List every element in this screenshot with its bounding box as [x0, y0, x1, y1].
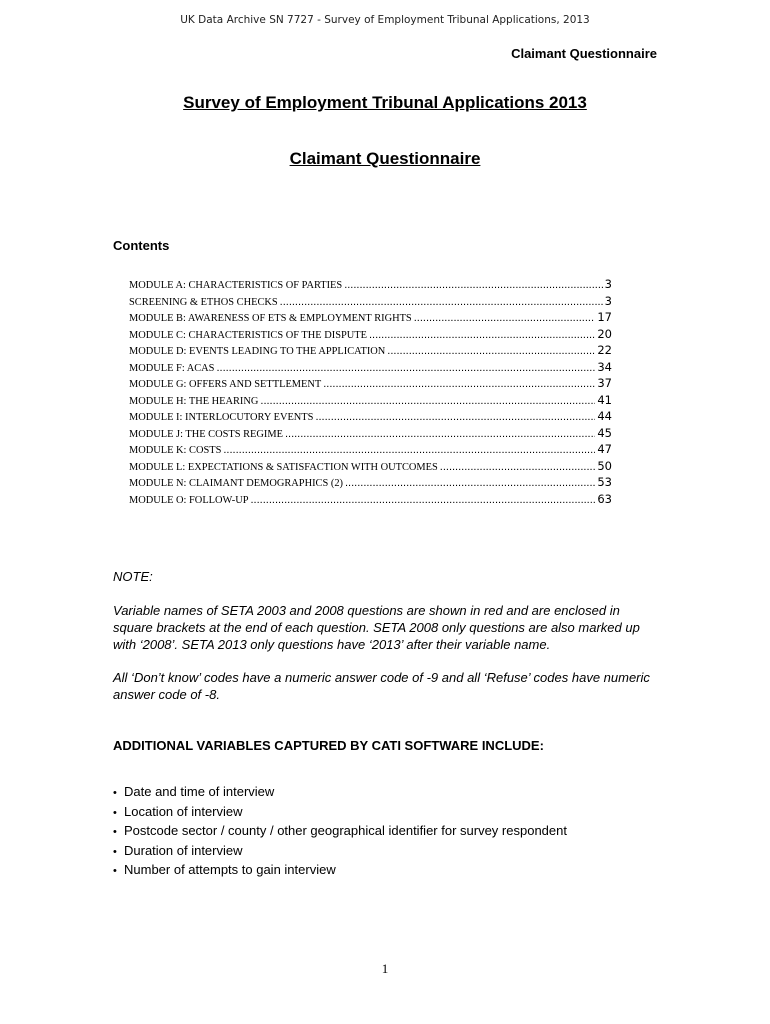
- toc-entry[interactable]: [129, 310, 612, 327]
- toc-entry-title: MODULE I: INTERLOCUTORY EVENTS: [129, 412, 314, 423]
- toc-entry-page: 47: [597, 442, 612, 456]
- toc-entry[interactable]: [129, 459, 612, 476]
- toc-entry[interactable]: [129, 327, 612, 344]
- toc-dot-leader: [323, 378, 595, 390]
- toc-dot-leader: [315, 411, 595, 423]
- note-heading: NOTE:: [113, 569, 153, 584]
- toc-entry-page: 41: [597, 392, 612, 407]
- toc-dot-leader: [369, 329, 595, 341]
- toc-entry-page: 20: [597, 326, 612, 341]
- toc-dot-leader: [285, 428, 595, 440]
- toc-entry-page: 45: [597, 425, 612, 440]
- toc-entry-title: MODULE K: COSTS: [129, 445, 222, 456]
- list-item: [113, 783, 567, 803]
- toc-entry[interactable]: [129, 343, 612, 360]
- toc-entry[interactable]: [129, 492, 612, 509]
- toc-entry-title: MODULE G: OFFERS AND SETTLEMENT: [129, 379, 322, 390]
- toc-entry-title: MODULE H: THE HEARING: [129, 395, 259, 407]
- toc-entry-page: 37: [597, 376, 612, 390]
- table-of-contents: [129, 277, 612, 508]
- archive-header: UK Data Archive SN 7727 - Survey of Employment Tribunal Applications, 2013: [180, 14, 590, 26]
- toc-entry-title: MODULE N: CLAIMANT DEMOGRAPHICS (2): [129, 478, 343, 489]
- toc-entry-title: SCREENING & ETHOS CHECKS: [129, 296, 278, 308]
- toc-entry-page: 3: [604, 293, 612, 308]
- toc-entry[interactable]: [129, 426, 612, 443]
- toc-entry[interactable]: [129, 294, 612, 311]
- toc-entry-title: MODULE J: THE COSTS REGIME: [129, 428, 283, 440]
- toc-entry-title: MODULE O: FOLLOW-UP: [129, 494, 249, 506]
- note-paragraph-variables: Variable names of SETA 2003 and 2008 questions are shown in red and are enclosed in square brackets at the end of each question. SETA 2008 only questions are also marked up with ‘2008’. SETA 2013 only questions have ‘2013’ after their variable name.: [113, 603, 640, 652]
- toc-entry-page: 3: [604, 277, 612, 291]
- toc-entry-page: 22: [597, 343, 612, 357]
- toc-entry[interactable]: [129, 475, 612, 492]
- toc-dot-leader: [440, 461, 596, 473]
- list-item: [113, 861, 567, 881]
- toc-dot-leader: [251, 494, 596, 506]
- list-item: [113, 822, 567, 842]
- list-item-text: Date and time of interview: [124, 784, 275, 799]
- additional-variables-heading: ADDITIONAL VARIABLES CAPTURED BY CATI SOFTWARE INCLUDE:: [113, 738, 544, 753]
- toc-dot-leader: [216, 362, 595, 374]
- toc-dot-leader: [344, 279, 602, 291]
- list-item: [113, 842, 567, 862]
- toc-entry-page: 17: [597, 310, 612, 324]
- bullet-icon: •: [113, 845, 117, 858]
- toc-entry-page: 34: [597, 359, 612, 374]
- bullet-icon: •: [113, 787, 117, 799]
- toc-entry-page: 53: [597, 475, 612, 489]
- list-item-text: Number of attempts to gain interview: [124, 862, 336, 877]
- list-item-text: Duration of interview: [124, 842, 243, 858]
- toc-entry-title: MODULE F: ACAS: [129, 362, 215, 374]
- toc-dot-leader: [345, 477, 595, 489]
- toc-entry[interactable]: [129, 409, 612, 426]
- note-paragraph-codes: All ‘Don’t know’ codes have a numeric answer code of -9 and all ‘Refuse’ codes have numeric answer code of -8.: [113, 670, 650, 702]
- toc-dot-leader: [387, 345, 595, 357]
- toc-dot-leader: [280, 296, 603, 308]
- contents-heading: Contents: [113, 238, 170, 253]
- document-subtitle: Claimant Questionnaire: [289, 149, 481, 168]
- toc-entry-page: 63: [597, 491, 612, 506]
- toc-entry[interactable]: [129, 393, 612, 410]
- toc-dot-leader: [260, 395, 595, 407]
- toc-entry-title: MODULE L: EXPECTATIONS & SATISFACTION WITH OUTCOMES: [129, 461, 438, 473]
- toc-dot-leader: [414, 312, 596, 324]
- additional-variables-list: [113, 783, 567, 881]
- toc-entry-title: MODULE C: CHARACTERISTICS OF THE DISPUTE: [129, 329, 367, 341]
- document-title: Survey of Employment Tribunal Applications 2013: [183, 93, 587, 112]
- list-item: [113, 803, 567, 823]
- toc-entry-title: MODULE A: CHARACTERISTICS OF PARTIES: [129, 280, 343, 291]
- toc-entry-title: MODULE B: AWARENESS OF ETS & EMPLOYMENT RIGHTS: [129, 313, 412, 324]
- toc-entry[interactable]: [129, 376, 612, 393]
- running-head: Claimant Questionnaire: [511, 46, 657, 61]
- toc-entry[interactable]: [129, 277, 612, 294]
- toc-entry[interactable]: [129, 442, 612, 459]
- toc-dot-leader: [223, 444, 595, 456]
- bullet-icon: •: [113, 865, 117, 877]
- bullet-icon: •: [113, 826, 117, 838]
- toc-entry-title: MODULE D: EVENTS LEADING TO THE APPLICATION: [129, 346, 386, 357]
- toc-entry-page: 44: [597, 409, 612, 423]
- bullet-icon: •: [113, 806, 117, 819]
- list-item-text: Postcode sector / county / other geographical identifier for survey respondent: [124, 823, 567, 838]
- page-number: 1: [381, 961, 389, 976]
- list-item-text: Location of interview: [124, 803, 243, 819]
- toc-entry-page: 50: [597, 458, 612, 473]
- toc-entry[interactable]: [129, 360, 612, 377]
